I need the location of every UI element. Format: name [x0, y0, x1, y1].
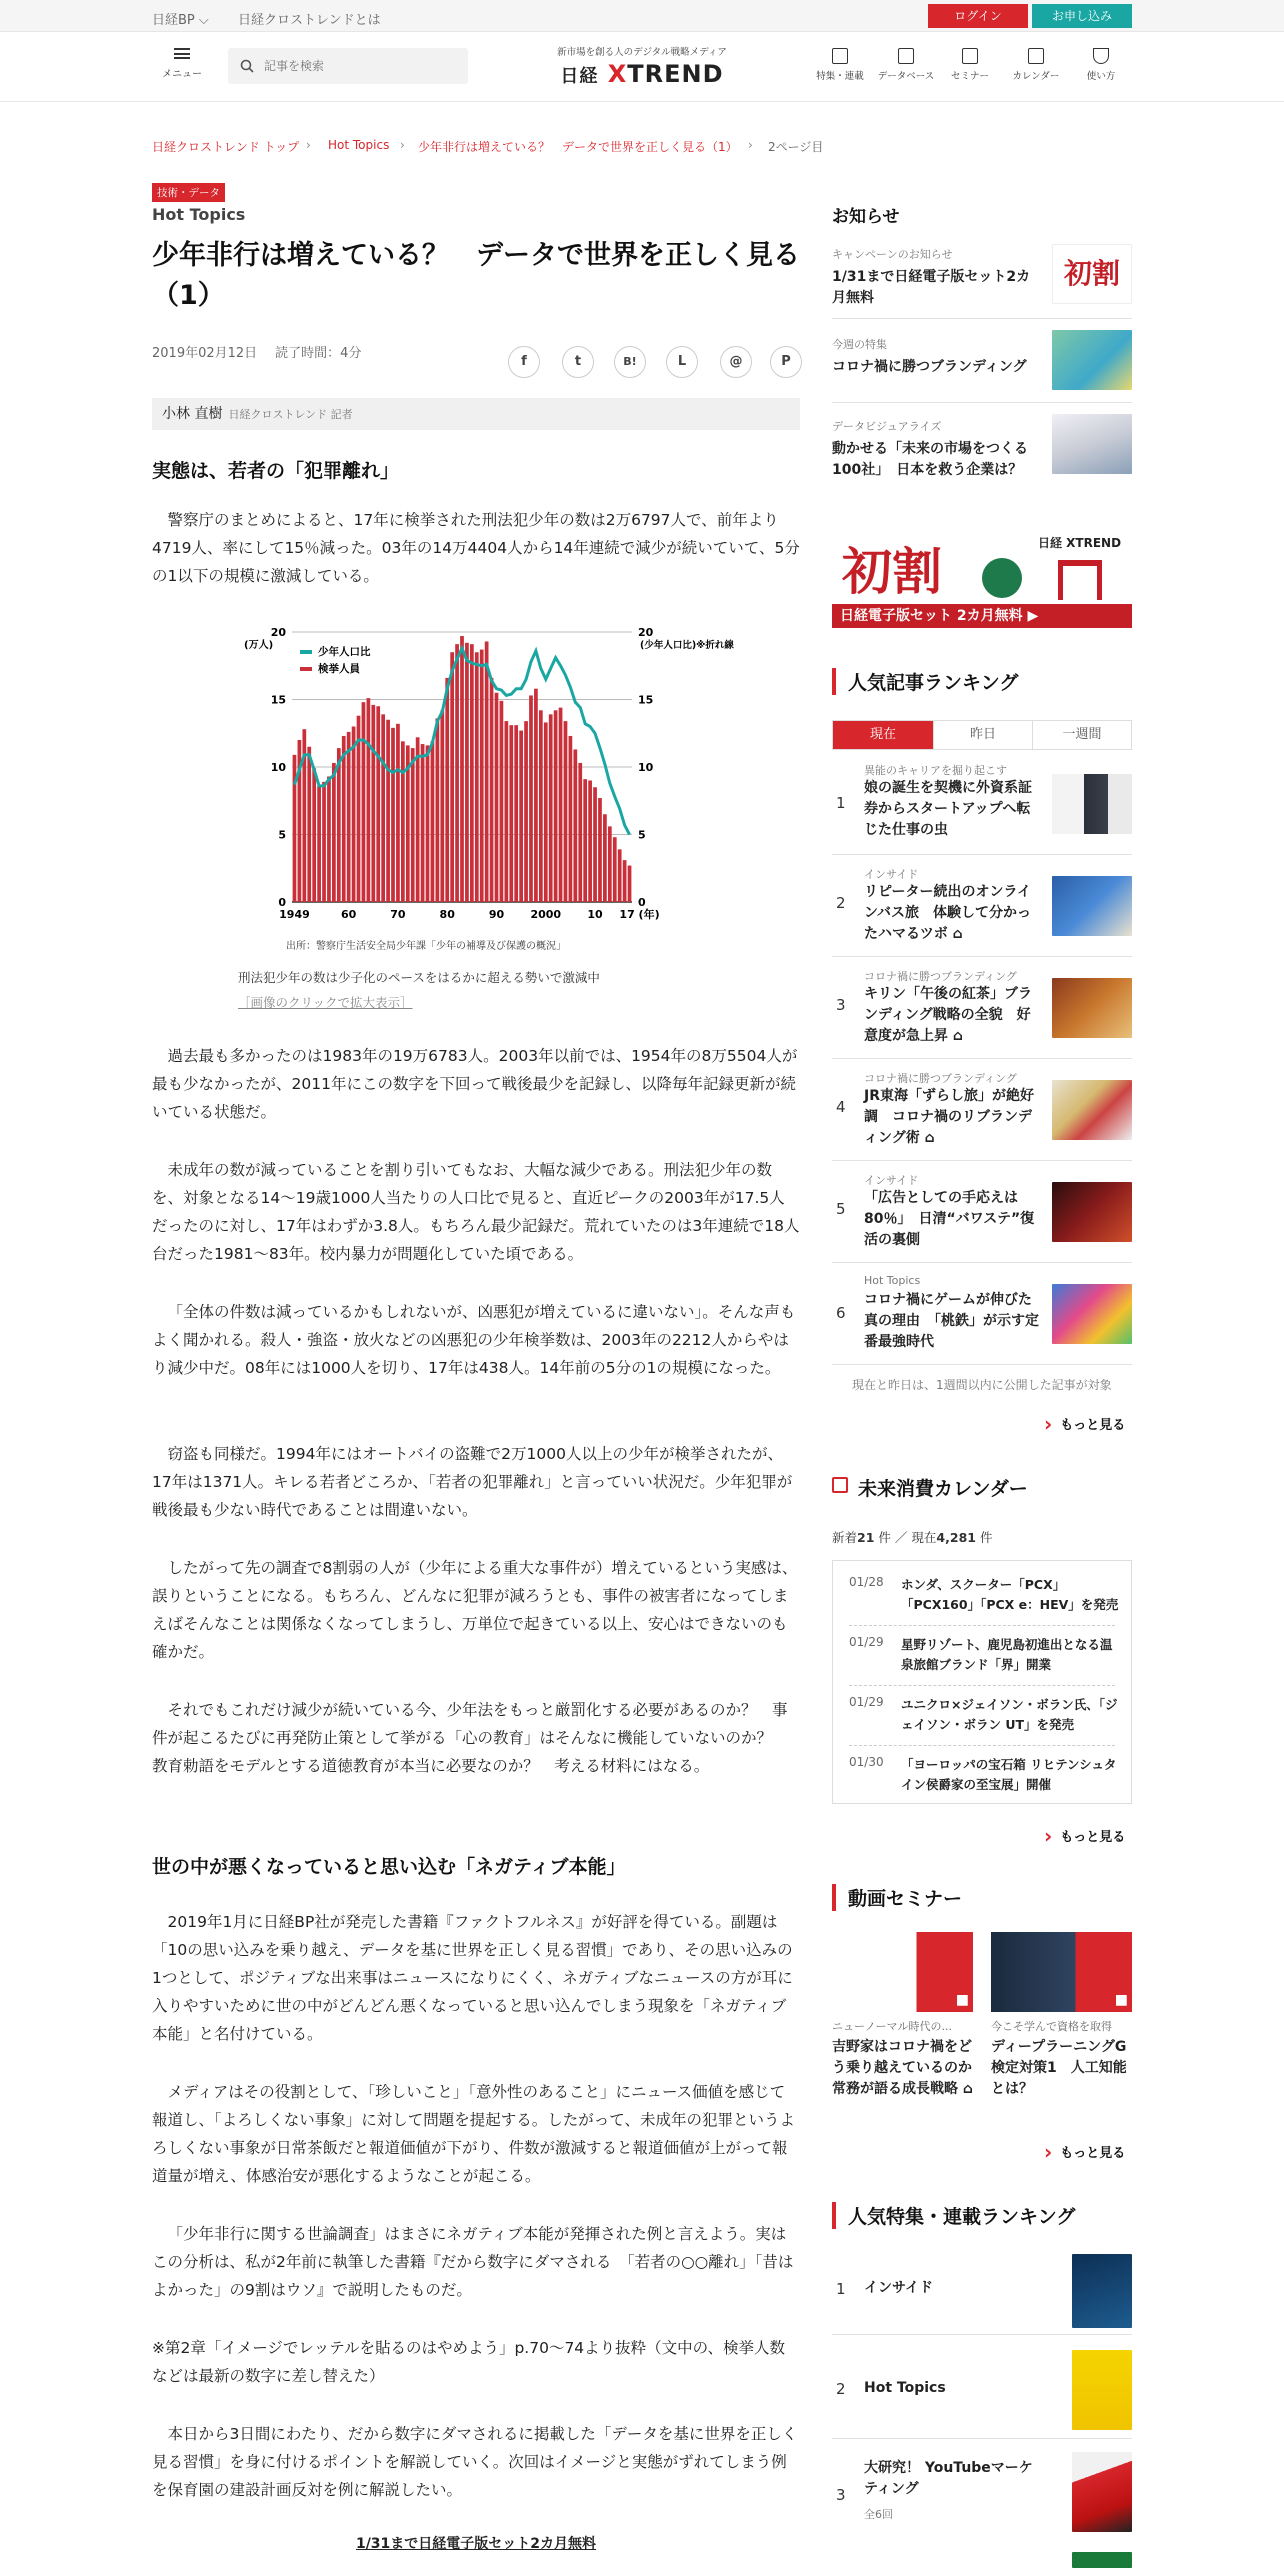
divider [832, 956, 1132, 957]
series-rank-item[interactable] [832, 2350, 1132, 2430]
series-rank-item[interactable] [832, 2254, 1132, 2328]
tab-now[interactable]: 現在 [833, 721, 933, 749]
seminar-thumbnail [991, 1932, 1132, 2012]
tab-yesterday[interactable]: 昨日 [933, 721, 1033, 749]
calendar-icon [1028, 48, 1044, 64]
search-input[interactable] [264, 48, 454, 84]
rank-thumbnail [1052, 1284, 1132, 1344]
seminar-item[interactable] [832, 1932, 986, 2100]
divider [832, 1262, 1132, 1263]
bar-1955 [322, 782, 326, 902]
rank-category: コロナ禍に勝つブランディング [864, 1072, 1017, 1085]
divider [832, 2438, 1132, 2439]
logo-nikkei: 日経 [560, 66, 599, 87]
calendar-heading-text: 未来消費カレンダー [858, 1478, 1028, 1500]
legend-line-swatch [300, 650, 312, 654]
divider [832, 402, 1132, 403]
author-role: 日経クロストレンド 記者 [228, 408, 353, 421]
cal-separator: ／ [894, 1530, 908, 1545]
seminar-title: ディープラーニングG検定対策1 人工知能とは？ [991, 2039, 1127, 2097]
divider [832, 2334, 1132, 2335]
bar-1983 [460, 636, 464, 902]
bar-1963 [362, 702, 366, 902]
author-name[interactable]: 小林 直樹 [162, 406, 223, 422]
cal-new-count: 21 [857, 1530, 875, 1545]
x-tick-label: 70 [390, 908, 406, 921]
menu-button[interactable] [162, 48, 202, 80]
cal-cur-count: 4,281 [936, 1530, 976, 1545]
divider [832, 318, 1132, 319]
decoration-icon [982, 558, 1022, 598]
rank-number: 3 [836, 996, 846, 1014]
notice-text: 1/31まで日経電子版セット2カ月無料 [832, 269, 1031, 306]
bar-1999 [539, 710, 543, 902]
notice-thumbnail[interactable] [1052, 414, 1132, 474]
divider [832, 1160, 1132, 1161]
rank-title: キリン「午後の紅茶」ブランディング戦略の全貌 好意度が急上昇 ⌂ [864, 986, 1032, 1044]
bar-1952 [307, 747, 311, 902]
rank-number: 2 [836, 894, 846, 912]
bar-1965 [371, 705, 375, 902]
bar-2004 [564, 721, 568, 902]
calendar-heading [832, 1474, 1028, 1501]
calendar-icon [832, 1477, 848, 1493]
rank-subtitle: 全6回 [864, 2508, 893, 2521]
bar-1975 [421, 744, 425, 902]
bar-1961 [352, 727, 356, 903]
y-axis-label-left: (万人) [244, 640, 274, 651]
bar-1974 [416, 737, 420, 902]
bar-2015 [618, 849, 622, 902]
bar-1960 [347, 732, 351, 902]
bar-1979 [440, 710, 444, 902]
bar-2016 [623, 860, 627, 902]
y-tick-label: 0 [278, 896, 286, 909]
bar-1964 [367, 698, 371, 902]
breadcrumb-sep: › [400, 138, 405, 152]
notice-category: データビジュアライズ [832, 420, 942, 433]
banner-subtext: 日経電子版セット 2カ月無料 ▶ [840, 608, 1039, 624]
rank-thumbnail [1052, 1080, 1132, 1140]
breadcrumb-home[interactable]: 日経クロストレンド トップ [152, 140, 300, 154]
bar-1968 [386, 720, 390, 902]
calendar-more-link[interactable]: › もっと見る [1044, 1822, 1125, 1846]
banner-logo: 日経 XTREND [1038, 536, 1122, 550]
seminar-thumbnail [832, 1932, 973, 2012]
paragraph: 2019年1月に日経BP社が発売した書籍『ファクトフルネス』が好評を得ている。副題は「10の思い込みを乗り越え、データを基に世界を正しく見る習慣」であり、その思い込みの1つとして、ポジティブな出来事はニュースになりにくく、ネガティブなニュースの方が耳に入りやすいために世の中がどんどん悪くなっていると思い込んでしまう現象を「ネガティブ本能」と名付けている。 [152, 1913, 793, 2043]
video-icon: ■ [1114, 1992, 1128, 2008]
nav-label: カレンダー [1012, 71, 1060, 82]
y-tick-label: 20 [638, 626, 654, 639]
paragraph: 窃盗も同様だ。1994年にはオートバイの盗難で2万1000人以上の少年が検挙されたが、17年は1371人。キレる若者どころか、「若者の犯罪離れ」と言っていい状況だ。少年犯罪が戦後最も少ない時代であることは間違いない。 [152, 1445, 793, 1519]
facebook-share-icon[interactable]: f [508, 346, 540, 378]
howto-icon [1093, 48, 1109, 64]
bar-1989 [490, 678, 494, 902]
bar-1978 [435, 718, 439, 902]
bar-2012 [603, 814, 607, 902]
rank-thumbnail [1072, 2452, 1132, 2532]
y-tick-label: 10 [270, 761, 286, 774]
bar-2000 [544, 722, 548, 902]
notice-heading: お知らせ [832, 207, 900, 227]
section-heading: 実態は、若者の「犯罪離れ」 [152, 460, 400, 482]
breadcrumb-page: 2ページ目 [768, 140, 824, 154]
line-share-icon[interactable]: L [666, 346, 698, 378]
ranking-item[interactable] [832, 1170, 1132, 1262]
rank-title: 大研究！ YouTubeマーケティング [864, 2460, 1033, 2497]
bar-1980 [445, 678, 449, 902]
bar-2005 [569, 736, 573, 902]
ranking-heading: 人気記事ランキング [832, 668, 1018, 695]
ranking-item[interactable] [832, 1272, 1132, 1364]
notice-thumbnail[interactable] [1052, 330, 1132, 390]
breadcrumb-sep: › [748, 138, 753, 152]
series-rank-item[interactable] [832, 2450, 1132, 2534]
enlarge-image-link[interactable]: ［画像のクリックで拡大表示］ [238, 995, 413, 1010]
y-tick-label: 5 [278, 828, 286, 842]
bar-1986 [475, 652, 479, 902]
y-tick-label: 5 [638, 828, 646, 842]
bar-2014 [613, 837, 617, 902]
nav-label: 使い方 [1086, 71, 1116, 82]
seminar-heading: 動画セミナー [832, 1884, 962, 1911]
notice-category: 今週の特集 [832, 338, 887, 351]
campaign-banner[interactable] [832, 526, 1132, 628]
logo-x: X [607, 60, 628, 88]
paragraph: 「全体の件数は減っているかもしれないが、凶悪犯が増えているに違いない」。そんな声もよく聞かれる。殺人・強盗・放火などの凶悪犯の少年検挙数は、2003年の2212人からやはり減少中だ。08年には1000人を切り、17年は438人。14年前の5分の1の規模になった。 [152, 1303, 796, 1377]
bar-1991 [500, 701, 504, 902]
cal-unit: 件 [979, 1530, 993, 1545]
series-ranking-heading: 人気特集・連載ランキング [832, 2202, 1075, 2229]
paragraph: それでもこれだけ減少が続いている今、少年法をもっと厳罰化する必要があるのか？ 事件が起こるたびに再発防止策として挙がる「心の教育」はそんなに機能していないのか？ 教育勅語をモデルとする道徳教育が本当に必要なのか？ 考える材料にはなる。 [152, 1701, 788, 1775]
bar-1970 [396, 724, 400, 902]
rank-thumbnail [1052, 876, 1132, 936]
rank-thumbnail [1052, 978, 1132, 1038]
seminar-title: 吉野家はコロナ禍をどう乗り越えているのか 常務が語る成長戦略 ⌂ [832, 2039, 986, 2097]
cal-text: ユニクロ×ジェイソン・ボラン氏、「ジェイソン・ボラン UT」を発売 [901, 1697, 1118, 1732]
twitter-share-icon[interactable]: t [562, 346, 594, 378]
rank-number: 4 [836, 1098, 846, 1116]
y-tick-label: 0 [638, 896, 646, 909]
bar-2006 [573, 749, 577, 902]
breadcrumb-sep: › [306, 138, 311, 152]
x-tick-label: 1949 [279, 908, 310, 921]
y-tick-label: 15 [638, 693, 654, 707]
notice-category: キャンペーンのお知らせ [832, 248, 953, 261]
bar-2007 [578, 763, 582, 902]
ranking-item[interactable] [832, 966, 1132, 1058]
paragraph: メディアはその役割として、「珍しいこと」「意外性のあること」にニュース価値を感じて報道し、「よろしくない事象」に対して問題を提起する。したがって、未成年の犯罪というよろしくない事象が日常茶飯だと報道価値が下がり、件数が激減すると報道価値が上がって報道量が増え、体感治安が悪化するようなことが起こる。 [152, 2083, 795, 2185]
rank-number: 1 [836, 2280, 846, 2298]
seminar-item[interactable] [991, 1932, 1132, 2100]
rank-category: インサイド [864, 1174, 919, 1187]
bar-2017 [628, 866, 632, 902]
features-icon [832, 48, 848, 64]
paragraph: 未成年の数が減っていることを割り引いてもなお、大幅な減少である。刑法犯少年の数を、対象となる14～19歳1000人当たりの人口比で見ると、直近ピークの2003年が17.5人だったのに対し、17年はわずか3.8人。もちろん最少記録だ。荒れていたのは3年連続で18人台だった1981～83年。校内暴力が問題化していた頃である。 [152, 1161, 800, 1263]
bar-1995 [519, 731, 523, 902]
seminar-icon [962, 48, 978, 64]
bar-1976 [426, 745, 430, 902]
menu-label: メニュー [162, 69, 202, 80]
legend-ratio: 少年人口比 [318, 646, 371, 658]
y-axis-label-right: (少年人口比)※折れ線 [640, 640, 734, 651]
series-label[interactable]: Hot Topics [152, 205, 246, 224]
rank-title: コロナ禍にゲームが伸びた真の理由 「桃鉄」が示す定番最強時代 [864, 1292, 1039, 1350]
x-tick-label: 17 (年) [619, 908, 660, 921]
bar-1956 [327, 776, 331, 902]
rank-thumbnail [1072, 2350, 1132, 2430]
bar-1969 [391, 728, 395, 902]
banner-headline: 初割 [842, 542, 942, 601]
y-tick-label: 20 [270, 626, 286, 639]
rank-category: Hot Topics [864, 1274, 921, 1287]
bar-1958 [337, 748, 341, 902]
cal-text: 星野リゾート、鹿児島初進出となる温泉旅館ブランド「界」開業 [901, 1637, 1113, 1672]
torii-icon [1058, 560, 1102, 600]
promo-link[interactable]: 1/31まで日経電子版セット2カ月無料 [355, 2536, 597, 2552]
seminar-more-link[interactable]: › もっと見る [1044, 2138, 1125, 2162]
bar-1959 [342, 736, 346, 902]
article-meta [152, 342, 361, 361]
bar-2008 [583, 779, 587, 902]
bar-1998 [534, 689, 538, 902]
y-tick-label: 10 [638, 761, 654, 774]
rank-title: リピーター続出のオンラインバス旅 体験して分かったハマるツボ ⌂ [864, 884, 1032, 942]
figure-source: 出所：警察庁生活安全局少年課「少年の補導及び保護の概況」 [286, 941, 566, 952]
bar-2010 [593, 787, 597, 902]
nav-seminar[interactable] [948, 48, 992, 82]
bar-1967 [381, 714, 385, 902]
paragraph: 過去最も多かったのは1983年の19万6783人。2003年以前では、1954年の8万5504人が最も少なかったが、2011年にこの数字を下回って戦後最少を記録し、以降毎年記録更新が続いている状態だ。 [152, 1047, 798, 1121]
bar-1982 [455, 644, 459, 902]
x-tick-label: 60 [341, 908, 357, 921]
cal-date: 01/29 [849, 1695, 884, 1709]
legend-arrests: 検挙人員 [318, 663, 360, 675]
chart-ticks [279, 907, 659, 921]
read-time: 読了時間：4分 [275, 346, 362, 361]
rank-title: JR東海「ずらし旅」が絶好調 コロナ禍のリブランディング術 ⌂ [864, 1088, 1034, 1146]
login-button[interactable]: ログイン [928, 4, 1028, 28]
top-bar [0, 0, 1284, 32]
ranking-more-link[interactable]: › もっと見る [1044, 1410, 1125, 1434]
juvenile-crime-chart[interactable] [232, 622, 734, 932]
site-header [0, 32, 1284, 102]
bar-1981 [450, 652, 454, 902]
bar-2009 [588, 781, 592, 903]
rank-number: 6 [836, 1304, 846, 1322]
bar-2013 [608, 826, 612, 902]
paragraph: 「少年非行に関する世論調査」はまさにネガティブ本能が発揮された例と言えよう。実はこの分析は、私が2年前に執筆した書籍『だから数字にダマされる 「若者の○○離れ」「昔はよかった」の9割はウソ』で説明したものだ。 [152, 2225, 794, 2299]
bar-1953 [312, 768, 316, 902]
rank-category: 異能のキャリアを掘り起こす [864, 764, 1007, 777]
bar-1992 [504, 721, 508, 902]
ranking-item[interactable] [832, 1068, 1132, 1160]
paragraph: したがって先の調査で8割弱の人が（少年による重大な事件が）増えているという実感は、誤りということになる。もちろん、どんなに犯罪が減ろうとも、事件の被害者になってしまえばそんなことは関係なくなってしまうし、万単位で起きている以上、安心はできないのも確かだ。 [152, 1559, 798, 1661]
bar-1993 [509, 725, 513, 902]
bar-1984 [465, 643, 469, 902]
ranking-note: 現在と昨日は、1週間以内に公開した記事が対象 [852, 1378, 1112, 1392]
paragraph: ※第2章「イメージでレッテルを貼るのはやめよう」p.70～74より抜粋（文中の、検挙人数などは最新の数字に差し替えた） [152, 2339, 786, 2385]
bar-1997 [529, 695, 533, 902]
cal-text: ホンダ、スクーター「PCX」「PCX160」「PCX e：HEV」を発売 [901, 1577, 1119, 1612]
x-tick-label: 2000 [530, 908, 562, 921]
bar-1985 [470, 644, 474, 902]
divider [832, 1058, 1132, 1059]
rank-thumbnail [1052, 1182, 1132, 1242]
ranking-item[interactable] [832, 760, 1132, 852]
x-tick-label: 90 [488, 908, 505, 921]
nikkeibp-link[interactable]: 日経BP ⌵ [152, 13, 209, 28]
section-heading: 世の中が悪くなっていると思い込む「ネガティブ本能」 [152, 1856, 626, 1878]
copy-link-icon[interactable]: @ [720, 346, 752, 378]
cal-unit: 件 [878, 1530, 891, 1545]
nav-howto[interactable] [1080, 48, 1122, 82]
x-tick-label: 10 [587, 908, 603, 921]
rank-number: 2 [836, 2380, 846, 2398]
chart-bars [293, 636, 632, 902]
rank-title: 「広告としての手応えは80％」 日清“バワステ”復活の裏側 [864, 1190, 1035, 1248]
nav-calendar[interactable] [1008, 48, 1064, 82]
cal-text: 「ヨーロッパの宝石箱 リヒテンシュタイン侯爵家の至宝展」開催 [901, 1757, 1117, 1792]
rank-category: インサイド [864, 868, 919, 881]
bar-1971 [401, 741, 405, 902]
bar-1990 [495, 693, 499, 902]
search-icon [240, 59, 254, 73]
legend-bar-swatch [300, 667, 312, 671]
bar-1977 [431, 741, 435, 902]
rank-thumbnail [1072, 2552, 1132, 2568]
nav-database[interactable] [874, 48, 938, 82]
bar-1954 [317, 786, 321, 902]
paragraph: 警察庁のまとめによると、17年に検挙された刑法犯少年の数は2万6797人で、前年より4719人、率にして15％減った。03年の14万4404人から14年連続で減少が続いていて、5分の1以下の規模に激減している。 [152, 511, 800, 585]
seminar-category: ニューノーマル時代の... [832, 2020, 952, 2033]
bar-2011 [598, 798, 602, 902]
calendar-counts [832, 1528, 992, 1546]
about-link[interactable]: 日経クロストレンドとは [238, 13, 381, 28]
article-title: 少年非行は増えている？ データで世界を正しく見る（1） [152, 240, 800, 311]
bar-1966 [376, 706, 380, 902]
rank-title: Hot Topics [864, 2380, 946, 2396]
cal-date: 01/29 [849, 1635, 884, 1649]
bar-1973 [411, 748, 415, 902]
rank-thumbnail [1052, 774, 1132, 834]
database-icon [898, 48, 914, 64]
rank-title: インサイド [864, 2280, 934, 2296]
notice-text: コロナ禍に勝つブランディング [832, 359, 1027, 375]
bar-1987 [480, 650, 484, 902]
print-icon[interactable]: P [770, 346, 802, 378]
publish-date: 2019年02月12日 [152, 346, 258, 361]
bar-1996 [524, 721, 528, 902]
nav-features[interactable] [812, 48, 868, 82]
cal-new-label: 新着 [832, 1530, 858, 1545]
bar-2002 [554, 710, 558, 902]
ranking-item[interactable] [832, 864, 1132, 956]
nav-label: セミナー [950, 71, 989, 82]
divider [832, 1364, 1132, 1365]
hatena-bookmark-icon[interactable]: B! [614, 346, 646, 378]
hamburger-icon [174, 48, 190, 59]
cal-date: 01/28 [849, 1575, 884, 1589]
seminar-category: 今こそ学んで資格を取得 [991, 2020, 1112, 2033]
bar-1957 [332, 763, 336, 902]
site-logo[interactable] [552, 60, 732, 88]
rank-category: コロナ禍に勝つブランディング [864, 970, 1017, 983]
nav-label: データベース [877, 71, 935, 82]
logo-tagline: 新市場を創る人のデジタル戦略メディア [557, 47, 727, 58]
breadcrumb-article[interactable]: 少年非行は増えている？ データで世界を正しく見る（1） [418, 140, 738, 154]
bar-2003 [559, 708, 563, 902]
y-tick-label: 15 [270, 693, 286, 707]
notice-thumbnail[interactable]: 初割 [1052, 244, 1132, 304]
bar-2001 [549, 714, 553, 902]
rank-title: 娘の誕生を契機に外資系証券からスタートアップへ転じた仕事の虫 [864, 780, 1032, 838]
notice-text: 動かせる「未来の市場をつくる100社」 日本を救う企業は？ [832, 441, 1028, 478]
calendar-list [832, 1560, 1132, 1804]
video-icon: ■ [955, 1992, 969, 2008]
x-tick-label: 80 [439, 908, 455, 921]
category-tag[interactable]: 技術・データ [152, 183, 225, 202]
author-box [152, 398, 800, 430]
breadcrumb-category[interactable]: Hot Topics [328, 138, 390, 152]
cal-cur-label: 現在 [911, 1530, 937, 1545]
bar-1994 [514, 725, 518, 902]
rank-number: 3 [836, 2486, 846, 2504]
rank-number: 1 [836, 794, 846, 812]
rank-number: 5 [836, 1200, 846, 1218]
ranking-tabs [832, 720, 1132, 750]
paragraph: 本日から3日間にわたり、だから数字にダマされるに掲載した「データを基に世界を正しく見る習慣」を身に付けるポイントを解説していく。次回はイメージと実態がずれてしまう例を保育園の建設計画反対を例に解説したい。 [152, 2425, 798, 2499]
nav-label: 特集・連載 [816, 71, 864, 82]
search-box[interactable] [228, 48, 468, 84]
logo-trend: TREND [627, 60, 724, 88]
rank-thumbnail [1072, 2254, 1132, 2328]
tab-week[interactable]: 一週間 [1062, 727, 1102, 742]
subscribe-button[interactable]: お申し込み [1032, 4, 1132, 28]
divider [832, 854, 1132, 855]
cal-date: 01/30 [849, 1755, 884, 1769]
bar-1988 [485, 641, 489, 902]
figure-caption: 刑法犯少年の数は少子化のペースをはるかに超える勢いで激減中 [238, 970, 600, 985]
